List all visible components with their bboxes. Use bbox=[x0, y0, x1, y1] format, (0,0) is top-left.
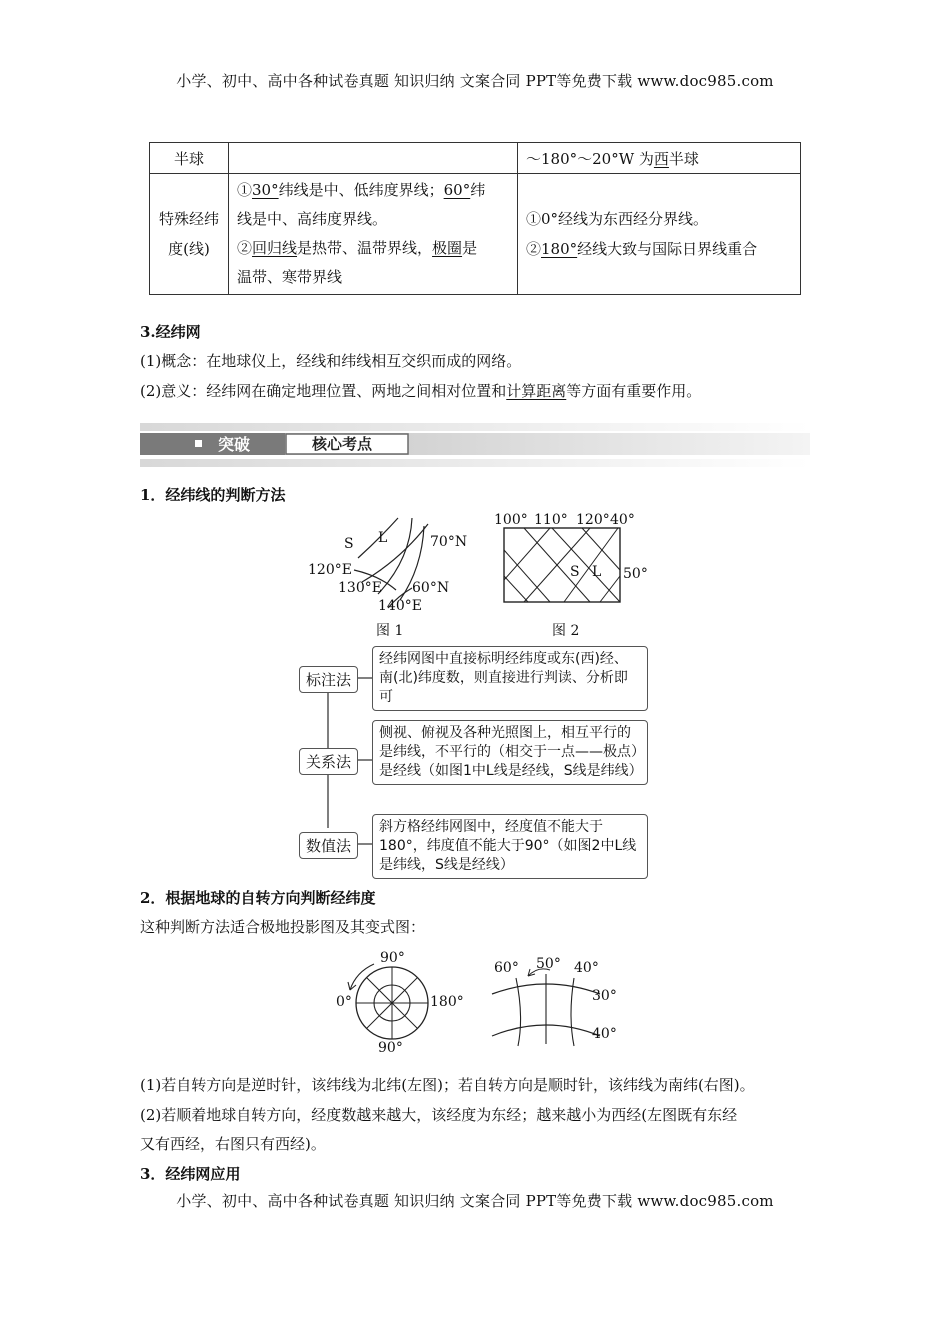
table-row bbox=[150, 143, 801, 174]
latitude-longitude-table bbox=[149, 142, 801, 295]
fig1-label: 130°E bbox=[338, 580, 382, 596]
fig2-label: S bbox=[570, 564, 580, 580]
fig2-label: 40° bbox=[610, 512, 635, 528]
method-description: 侧视、俯视及各种光照图上，相互平行的是纬线，不平行的（相交于一点——极点）是经线（如图1中L线是经线，S线是纬线） bbox=[372, 720, 648, 785]
polar-left-label: 90° bbox=[378, 1040, 403, 1056]
item-2-p2b: 又有西经，右图只有西经)。 bbox=[140, 1135, 326, 1153]
fig1-label: S bbox=[344, 536, 354, 552]
method-tag: 标注法 bbox=[299, 666, 358, 693]
polar-left-label: 0° bbox=[336, 994, 352, 1010]
figure-2 bbox=[490, 510, 650, 640]
polar-right-label: 40° bbox=[592, 1026, 617, 1042]
method-tag: 数值法 bbox=[299, 832, 358, 859]
banner-left-label: 突破 bbox=[218, 435, 251, 454]
section-3-p2: (2)意义：经纬网在确定地理位置、两地之间相对位置和计算距离等方面有重要作用。 bbox=[140, 382, 702, 400]
polar-right-label: 60° bbox=[494, 960, 519, 976]
polar-left-label: 90° bbox=[380, 950, 405, 966]
fig2-label: L bbox=[592, 564, 602, 580]
figure-1-caption: 图 1 bbox=[376, 623, 404, 639]
figure-2-caption: 图 2 bbox=[552, 623, 580, 639]
table-cell: ①0°经线为东西经分界线。 ②180°经线大致与国际日界线重合 bbox=[518, 174, 801, 295]
item-2-p2a: (2)若顺着地球自转方向，经度数越来越大，该经度为东经；越来越小为西经(左图既有东经 bbox=[140, 1106, 738, 1124]
fig1-label: 120°E bbox=[308, 562, 352, 578]
page-footer: 小学、初中、高中各种试卷真题 知识归纳 文案合同 PPT等免费下载 www.doc985.com bbox=[176, 1192, 774, 1210]
fig2-label: 120° bbox=[576, 512, 610, 528]
table-cell bbox=[229, 143, 518, 174]
table-cell: ①30°纬线是中、低纬度界线；60°纬 线是中、高纬度界线。 ②回归线是热带、温带界线，极圈是 温带、寒带界线 bbox=[229, 174, 518, 295]
fig2-label: 110° bbox=[534, 512, 568, 528]
fig1-label: 60°N bbox=[412, 580, 450, 596]
item-2-intro: 这种判断方法适合极地投影图及其变式图： bbox=[140, 918, 426, 936]
table-row bbox=[150, 174, 801, 295]
table-cell: ～180°～20°W 为西半球 bbox=[518, 143, 801, 174]
fig1-label: 70°N bbox=[430, 534, 468, 550]
polar-figure-left bbox=[330, 948, 464, 1060]
section-banner bbox=[140, 423, 810, 469]
page-header: 小学、初中、高中各种试卷真题 知识归纳 文案合同 PPT等免费下载 www.doc985.com bbox=[176, 72, 774, 90]
section-3-title: 3.经纬网 bbox=[140, 323, 201, 341]
item-3-title: 3．经纬网应用 bbox=[140, 1165, 241, 1183]
polar-right-label: 30° bbox=[592, 988, 617, 1004]
item-1-title: 1．经纬线的判断方法 bbox=[140, 486, 286, 504]
polar-figure-right bbox=[488, 956, 628, 1051]
polar-left-label: 180° bbox=[430, 994, 464, 1010]
section-3-p1: (1)概念：在地球仪上，经线和纬线相互交织而成的网络。 bbox=[140, 352, 522, 370]
fig1-label: L bbox=[378, 530, 388, 546]
polar-right-label: 40° bbox=[574, 960, 599, 976]
method-description: 经纬网图中直接标明经纬度或东(西)经、南(北)纬度数，则直接进行判读、分析即可 bbox=[372, 646, 648, 711]
method-description: 斜方格经纬网图中，经度值不能大于180°，纬度值不能大于90°（如图2中L线是纬线，S线是经线） bbox=[372, 814, 648, 879]
polar-right-label: 50° bbox=[536, 956, 561, 972]
fig2-label: 100° bbox=[494, 512, 528, 528]
item-2-title: 2．根据地球的自转方向判断经纬度 bbox=[140, 889, 376, 907]
fig1-label: 140°E bbox=[378, 598, 422, 614]
figure-1 bbox=[300, 510, 480, 640]
banner-right-label: 核心考点 bbox=[312, 435, 373, 453]
table-cell: 特殊经纬度(线) bbox=[150, 174, 229, 295]
method-tag: 关系法 bbox=[299, 748, 358, 775]
fig2-label: 50° bbox=[623, 566, 648, 582]
table-cell: 半球 bbox=[150, 143, 229, 174]
item-2-p1: (1)若自转方向是逆时针，该纬线为北纬(左图)；若自转方向是顺时针，该纬线为南纬(右图)。 bbox=[140, 1076, 755, 1094]
